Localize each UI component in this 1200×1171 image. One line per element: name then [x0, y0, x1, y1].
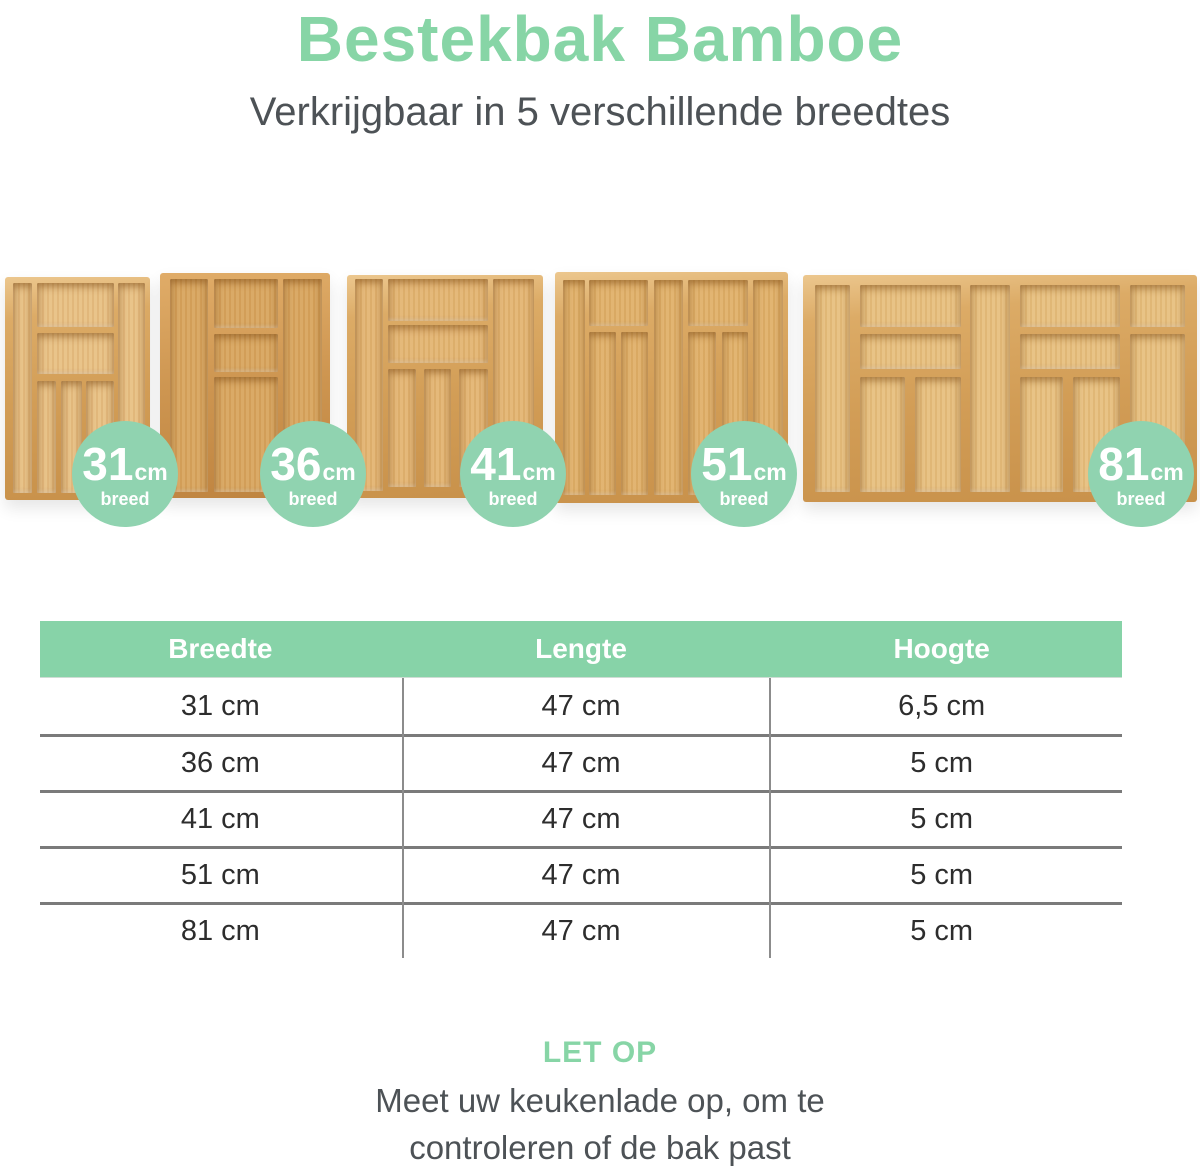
badge-width-text — [470, 437, 556, 490]
table-header-row — [40, 621, 1122, 678]
badge-width-value: 41 — [470, 437, 522, 490]
tray-compartment — [1020, 334, 1120, 369]
tray-compartment — [37, 283, 114, 328]
tray-compartment — [424, 369, 450, 487]
column-header-hoogte: Hoogte — [893, 633, 990, 664]
cell-hoogte: 6,5 cm — [898, 689, 986, 722]
badge-width-text — [701, 437, 787, 490]
badge-width-value: 31 — [82, 437, 134, 490]
badge-width-unit: cm — [1150, 458, 1184, 485]
column-divider — [769, 678, 771, 958]
tray-compartment — [388, 279, 488, 320]
table-row — [40, 790, 1122, 846]
tray-compartment — [589, 332, 616, 495]
tray-compartment — [1130, 285, 1185, 327]
note-line-1: Meet uw keukenlade op, om te — [375, 1082, 825, 1119]
cell-lengte: 47 cm — [541, 859, 621, 891]
tray-compartment — [589, 280, 648, 326]
page-title: Bestekbak Bamboe — [296, 3, 904, 75]
tray-compartment — [621, 332, 648, 495]
width-badge-51cm — [691, 421, 797, 527]
cell-hoogte: 5 cm — [910, 859, 974, 891]
width-badge-31cm — [72, 421, 178, 527]
badge-width-label: breed — [288, 488, 338, 509]
width-badge-81cm — [1088, 421, 1194, 527]
dimensions-table — [40, 621, 1122, 958]
tray-compartment — [214, 279, 279, 329]
table-row — [40, 846, 1122, 902]
page-subtitle: Verkrijgbaar in 5 verschillende breedtes — [249, 90, 951, 134]
table-row — [40, 678, 1122, 734]
tray-compartment — [915, 377, 960, 492]
tray-compartment — [860, 377, 905, 492]
badge-width-text — [1098, 437, 1184, 490]
tray-compartment — [214, 334, 279, 372]
cell-hoogte: 5 cm — [910, 803, 974, 835]
table-row — [40, 902, 1122, 958]
cell-hoogte: 5 cm — [910, 915, 974, 947]
tray-compartment — [1020, 285, 1120, 327]
table-row — [40, 734, 1122, 790]
tray-compartment — [1020, 377, 1063, 492]
table-body — [40, 678, 1122, 958]
column-header-breedte: Breedte — [168, 633, 273, 664]
column-divider — [402, 678, 404, 958]
cell-lengte: 47 cm — [541, 803, 621, 835]
cell-breedte: 31 cm — [180, 689, 260, 722]
tray-compartment — [688, 280, 749, 326]
tray-compartment — [388, 325, 488, 363]
badge-width-value: 36 — [270, 437, 322, 490]
note-line-2: controleren of de bak past — [409, 1129, 791, 1166]
badge-width-value: 51 — [701, 437, 753, 490]
badge-width-text — [270, 437, 356, 490]
badge-width-unit: cm — [322, 458, 356, 485]
cell-breedte: 36 cm — [180, 747, 260, 779]
cell-hoogte: 5 cm — [910, 747, 974, 779]
tray-compartment — [860, 285, 960, 327]
badge-width-text — [82, 437, 168, 490]
tray-compartment — [37, 333, 114, 374]
cell-lengte: 47 cm — [541, 915, 621, 947]
cell-lengte: 47 cm — [541, 689, 621, 722]
badge-width-label: breed — [719, 488, 769, 509]
note-heading: LET OP — [542, 1036, 658, 1069]
tray-compartment — [860, 334, 960, 369]
column-header-lengte: Lengte — [535, 633, 627, 664]
cell-lengte: 47 cm — [541, 747, 621, 779]
badge-width-label: breed — [100, 488, 150, 509]
badge-width-unit: cm — [753, 458, 787, 485]
badge-width-unit: cm — [134, 458, 168, 485]
tray-compartment — [13, 283, 32, 494]
tray-compartment — [563, 280, 585, 495]
width-badge-36cm — [260, 421, 366, 527]
tray-compartment — [970, 285, 1009, 492]
tray-compartment — [815, 285, 850, 492]
cell-breedte: 41 cm — [180, 803, 260, 835]
cell-breedte: 51 cm — [180, 859, 260, 891]
badge-width-label: breed — [488, 488, 538, 509]
tray-compartment — [654, 280, 683, 495]
badge-width-value: 81 — [1098, 437, 1150, 490]
tray-compartment — [388, 369, 415, 487]
badge-width-unit: cm — [522, 458, 556, 485]
tray-compartment — [37, 381, 57, 494]
badge-width-label: breed — [1116, 488, 1166, 509]
width-badge-41cm — [460, 421, 566, 527]
cell-breedte: 81 cm — [180, 915, 260, 947]
